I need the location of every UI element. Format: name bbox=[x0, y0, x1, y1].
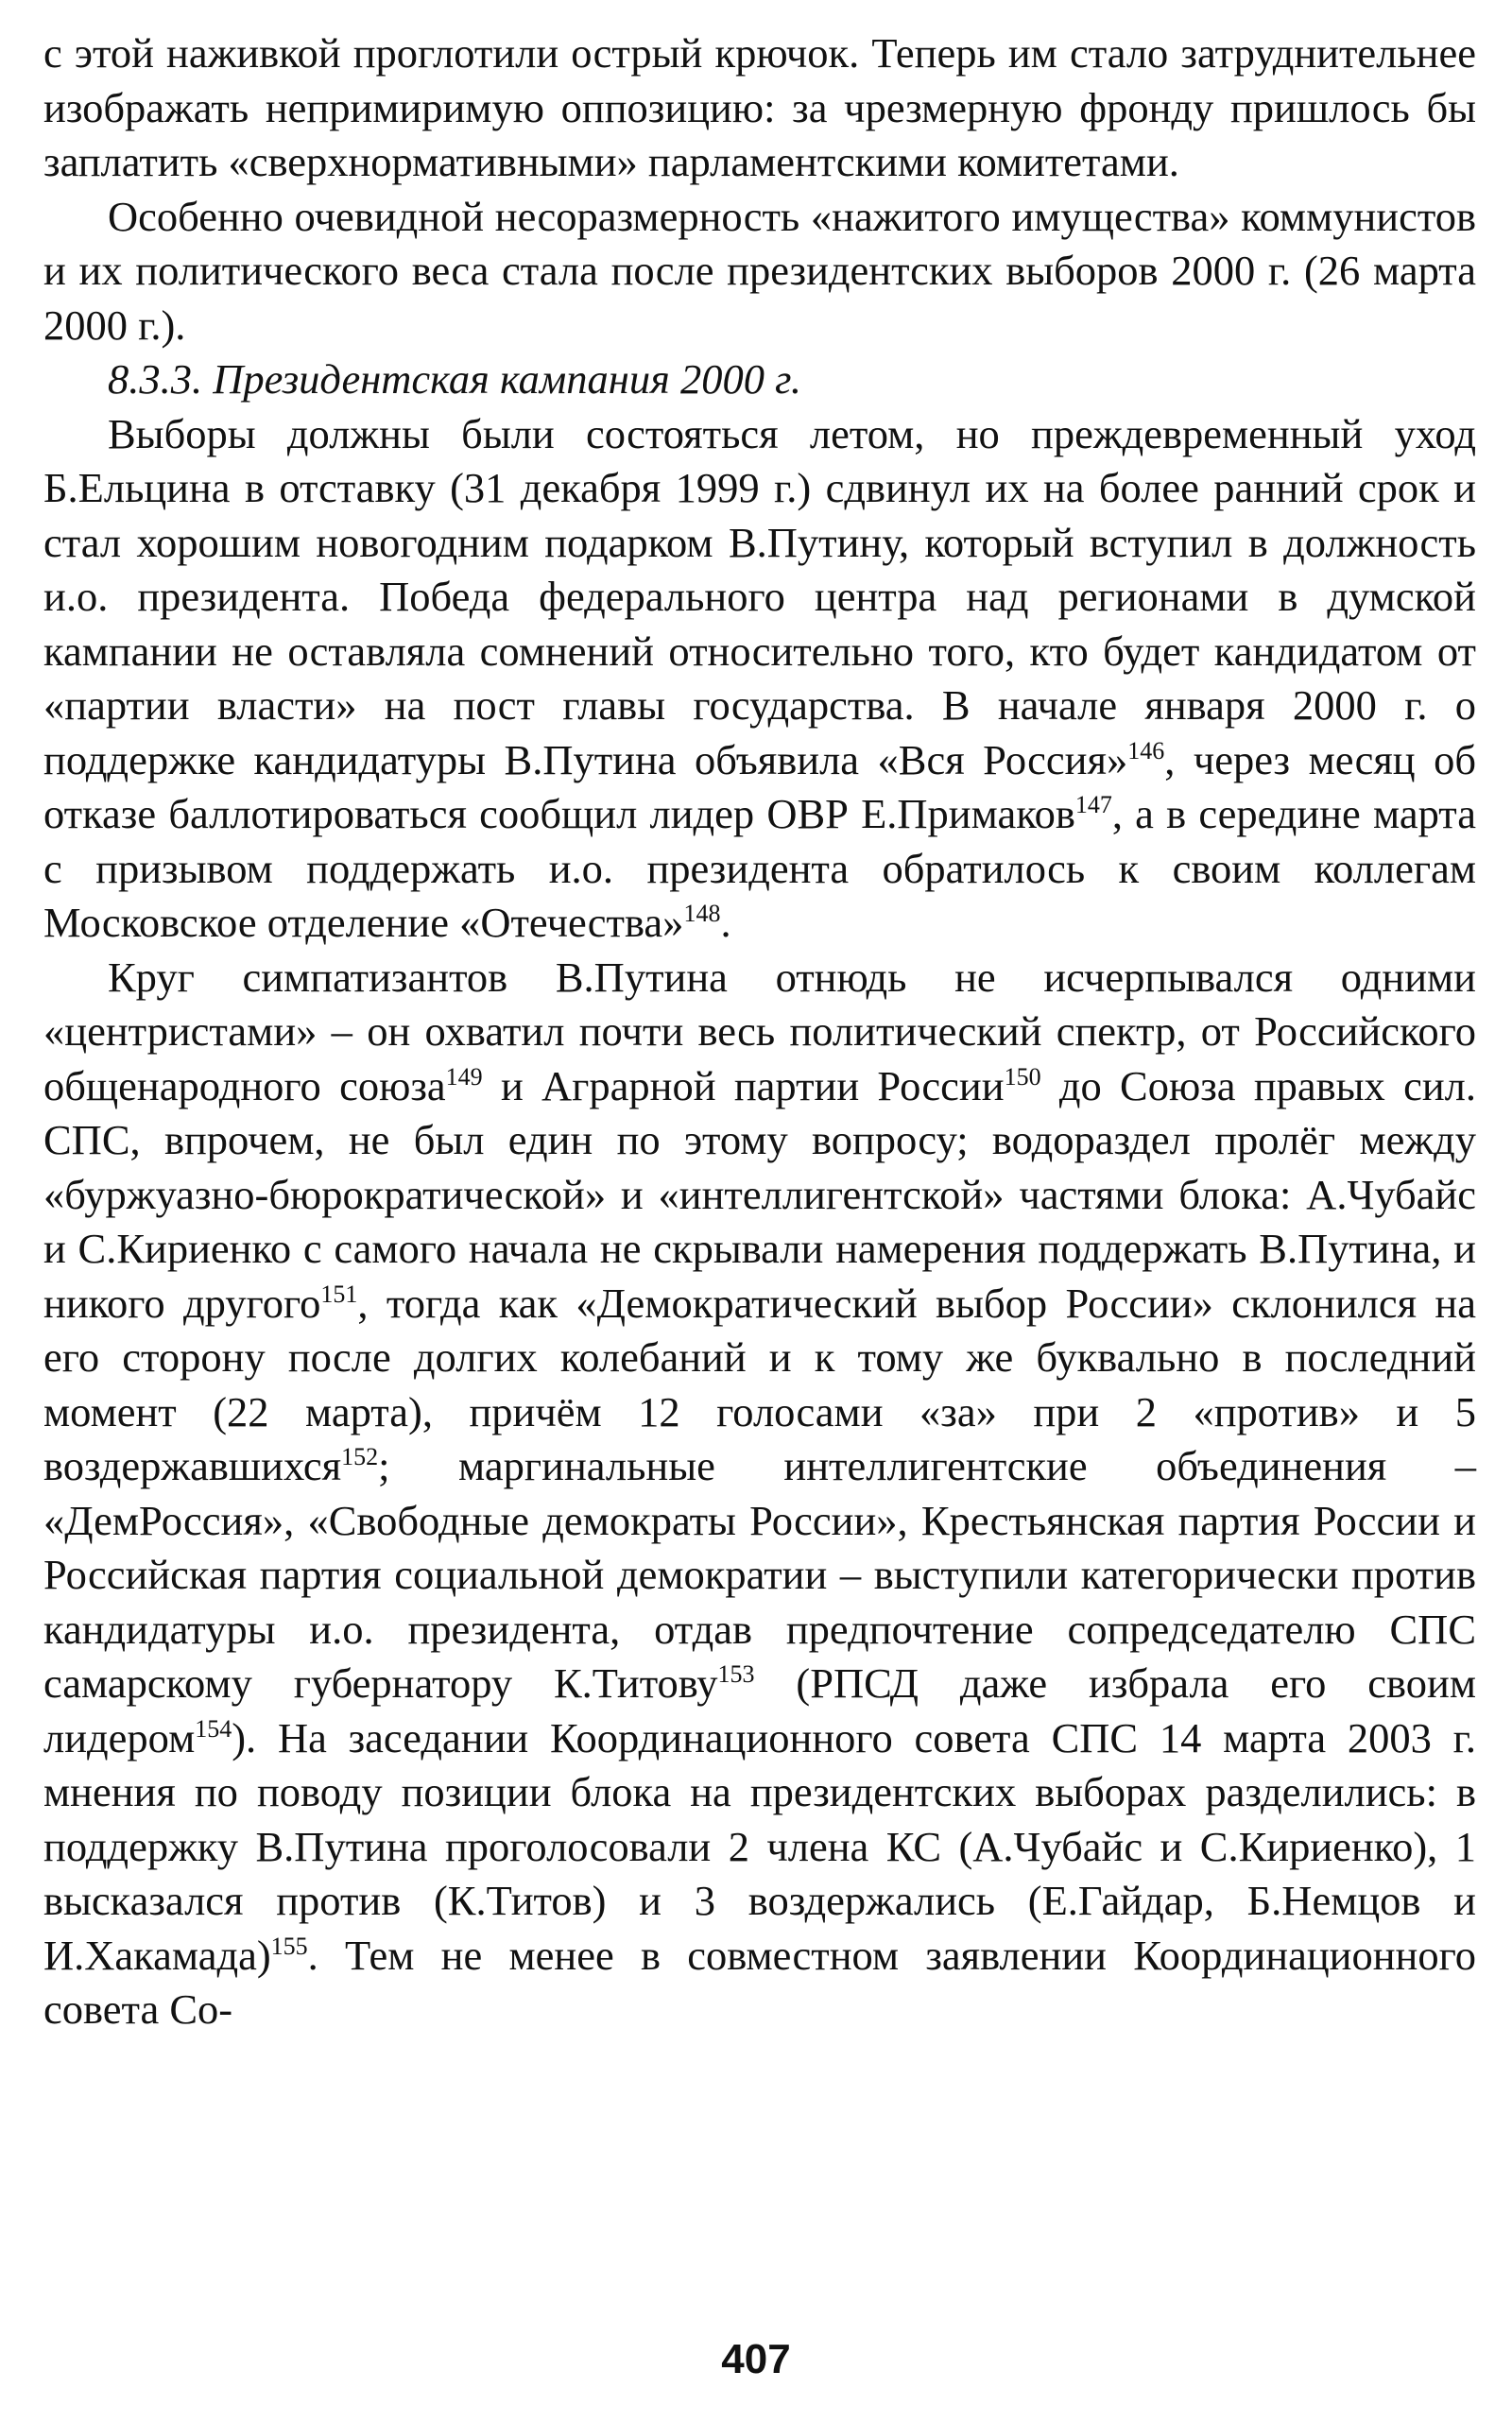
paragraph-putin-supporters bbox=[43, 951, 1476, 2037]
footnote-ref-147[interactable]: 147 bbox=[1074, 791, 1112, 818]
text-segment: до Союза правых сил. СПС, впрочем, не был един по этому вопросу; водораздел пролёг между «буржуазно-бюрократической» и «интеллигентской» частями блока: А.Чубайс и С.Кириенко с самого начала не скрывали намерения поддержать В.Путина, и никого другого bbox=[43, 1061, 1476, 1327]
footnote-ref-148[interactable]: 148 bbox=[683, 900, 721, 927]
text-segment: ; маргинальные интеллигентские объединения – «ДемРоссия», «Свободные демократы России», Крестьянская партия России и Российская партия социальной демократии – выступили категорически против кандидатуры и.о. президента, отдав предпочтение сопредседателю СПС самарскому губернатору К.Титову bbox=[43, 1442, 1476, 1707]
paragraph-election-timing bbox=[43, 407, 1476, 951]
page-number: 407 bbox=[721, 2336, 791, 2382]
section-heading: 8.3.3. Президентская кампания 2000 г. bbox=[108, 355, 801, 403]
text-segment: и Аграрной партии России bbox=[482, 1061, 1005, 1109]
footnote-ref-153[interactable]: 153 bbox=[717, 1660, 755, 1688]
text-segment: Круг симпатизантов В.Путина отнюдь не исчерпывался одними «центристами» – он охватил почти весь политический спектр, от Российского общенародного союза bbox=[43, 953, 1476, 1109]
paragraph-continuation: с этой наживкой проглотили острый крючок. Теперь им стало затруднительнее изображать непримиримую оппозицию: за чрезмерную фронду пришлось бы заплатить «сверхнормативными» парламентскими комитетами. bbox=[43, 29, 1476, 185]
footnote-ref-151[interactable]: 151 bbox=[320, 1280, 358, 1308]
footnote-ref-146[interactable]: 146 bbox=[1127, 736, 1165, 765]
text-segment: . bbox=[720, 899, 731, 946]
text-segment: , а в середине марта с призывом поддержать и.о. президента обратилось к своим коллегам Московское отделение «Отечества» bbox=[43, 790, 1477, 946]
text-segment: , через месяц об отказе баллотироваться сообщил лидер ОВР Е.Примаков bbox=[43, 735, 1476, 837]
footnote-ref-149[interactable]: 149 bbox=[445, 1062, 483, 1091]
footnote-ref-152[interactable]: 152 bbox=[341, 1443, 379, 1470]
text-segment: Выборы должны были состояться летом, но преждевременный уход Б.Ельцина в отставку (31 декабря 1999 г.) сдвинул их на более ранний срок и стал хорошим новогодним подарком В.Путину, который вступил в должность и.о. президента. Победа федерального центра над регионами в думской кампании не оставляла сомнений относительно того, кто будет кандидатом от «партии власти» на пост главы государства. В начале января 2000 г. о поддержке кандидатуры В.Путина объявила «Вся Россия» bbox=[43, 409, 1476, 783]
paragraph-communist-property: Особенно очевидной несоразмерность «нажитого имущества» коммунистов и их политического веса стала после президентских выборов 2000 г. (26 марта 2000 г.). bbox=[43, 192, 1476, 349]
text-segment: , тогда как «Демократический выбор России» склонился на его сторону после долгих колебаний и к тому же буквально в последний момент (22 марта), причём 12 голосами «за» при 2 «против» и 5 воздержавшихся bbox=[43, 1279, 1476, 1489]
text-segment: ). На заседании Координационного совета СПС 14 марта 2003 г. мнения по поводу позиции блока на президентских выборах разделились: в поддержку В.Путина проголосовали 2 члена КС (А.Чубайс и С.Кириенко), 1 высказался против (К.Титов) и 3 воздержались (Е.Гайдар, Б.Немцов и И.Хакамада) bbox=[43, 1713, 1476, 1979]
body-text bbox=[43, 26, 1476, 2037]
footnote-ref-150[interactable]: 150 bbox=[1004, 1062, 1041, 1091]
text-segment: . Тем не менее в совместном заявлении Координационного совета Со- bbox=[43, 1931, 1476, 2033]
text-segment: (РПСД даже избрала его своим лидером bbox=[43, 1659, 1476, 1761]
footnote-ref-155[interactable]: 155 bbox=[270, 1932, 308, 1960]
footnote-ref-154[interactable]: 154 bbox=[195, 1714, 232, 1743]
